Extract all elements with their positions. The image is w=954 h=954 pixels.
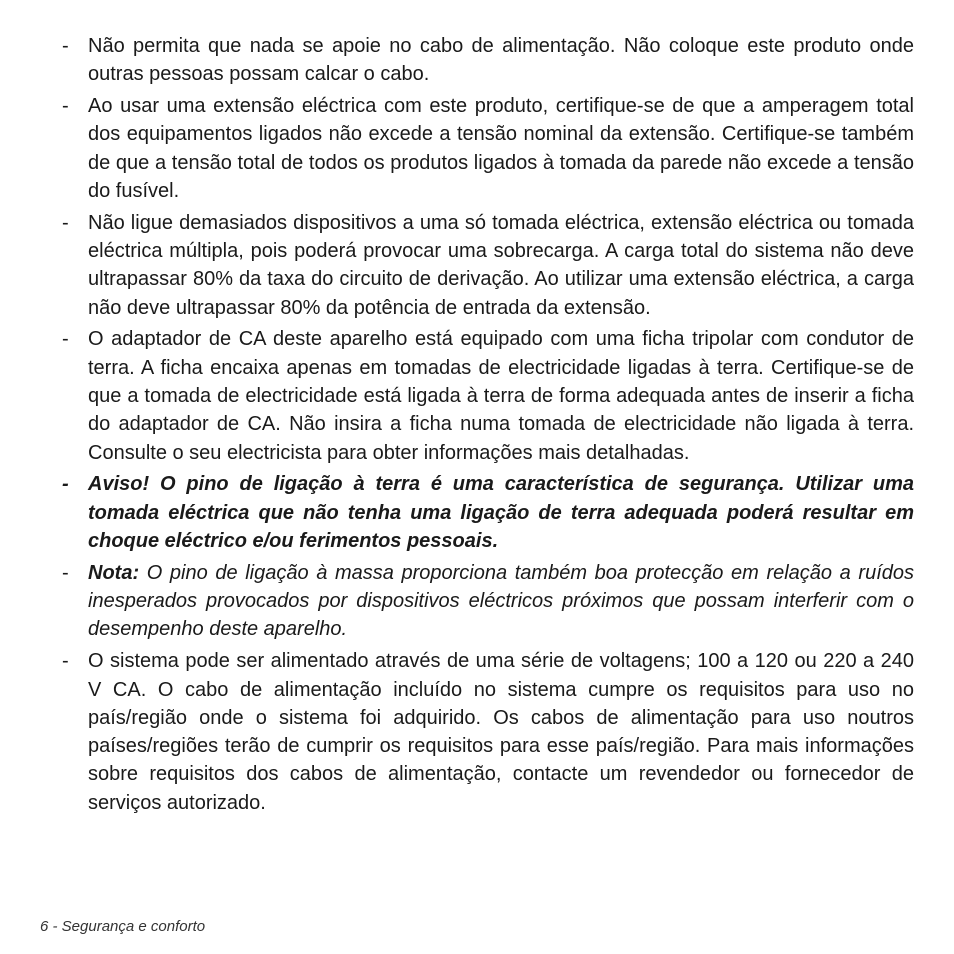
list-item-text: O sistema pode ser alimentado através de uma série de voltagens; 100 a 120 ou 220 a 240 V CA. O cabo de alimentação incluído no sistema cumpre os requisitos para uso no país/região onde o sistema foi adquirido. Os cabos de alimentação para uso noutros países/regiões terão de cumprir os requisitos para esse país/região. Para mais informações sobre requisitos dos cabos de alimentação, contacte um revendedor ou fornecedor de serviços autorizado. [88,650,914,814]
list-item-extension-cord [62,92,914,205]
list-bullet: - [62,561,69,584]
list-item-grounded-plug [62,325,914,466]
page-footer: 6 - Segurança e conforto [40,918,206,935]
list-bullet: - [62,211,69,234]
note-label: Nota: [88,561,140,584]
list-bullet: - [62,95,69,118]
list-item-power-cord [62,32,914,89]
list-item-text: Não ligue demasiados dispositivos a uma só tomada eléctrica, extensão eléctrica ou tomada eléctrica múltipla, pois poderá provocar uma sobrecarga. A carga total do sistema não deve ultrapassar 80% da taxa do circuito de derivação. Ao utilizar uma extensão eléctrica, a carga não deve ultrapassar 80% da potência de entrada da extensão. [88,211,914,319]
note-text: O pino de ligação à massa proporciona também boa protecção em relação a ruídos inesperados provocados por dispositivos eléctricos próximos que possam interferir com o desempenho deste aparelho. [88,561,914,641]
safety-instructions-list [62,32,914,821]
list-bullet: - [62,35,69,57]
list-item-note [62,559,914,644]
warning-text: Aviso! O pino de ligação à terra é uma característica de segurança. Utilizar uma tomada eléctrica que não tenha uma ligação de terra adequada poderá resultar em choque eléctrico e/ou ferimentos pessoais. [88,473,914,553]
list-item-text: Não permita que nada se apoie no cabo de alimentação. Não coloque este produto onde outras pessoas possam calcar o cabo. [88,35,914,86]
list-item-text: O adaptador de CA deste aparelho está equipado com uma ficha tripolar com condutor de terra. A ficha encaixa apenas em tomadas de electricidade ligadas à terra. Certifique-se de que a tomada de electricidade está ligada à terra de forma adequada antes de inserir a ficha do adaptador de CA. Não insira a ficha numa tomada de electricidade não ligada à terra. Consulte o seu electricista para obter informações mais detalhadas. [88,328,914,464]
list-item-overload [62,209,914,322]
note-text-block [88,559,914,644]
list-bullet: - [62,650,69,673]
list-bullet: - [62,328,69,351]
list-item-text: Ao usar uma extensão eléctrica com este produto, certifique-se de que a amperagem total dos equipamentos ligados não excede a tensão nominal da extensão. Certifique-se também de que a tensão total de todos os produtos ligados à tomada da parede não excede a tensão do fusível. [88,95,914,202]
list-item-warning [62,470,914,555]
list-bullet: - [62,473,69,496]
list-item-voltage [62,647,914,817]
